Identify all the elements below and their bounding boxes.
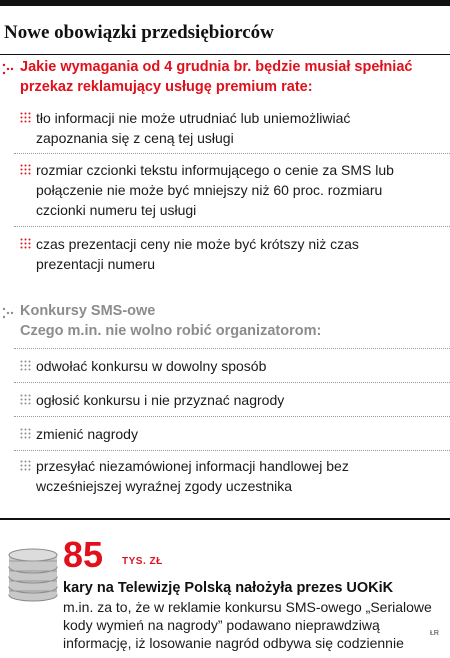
page-title: Nowe obowiązki przedsiębiorców — [4, 22, 274, 43]
dotted-arrow-icon — [2, 63, 14, 75]
list-item-text: przesyłać niezamówionej informacji handlowej bez — [36, 458, 349, 474]
dot-grid-icon — [20, 238, 31, 249]
list-item-text: prezentacji numeru — [36, 256, 156, 272]
dotted-arrow-icon — [2, 307, 14, 319]
list-item-text: ogłosić konkursu i nie przyznać nagrody — [36, 392, 285, 408]
bottom-rule — [0, 518, 450, 520]
stat-value: 85 — [63, 534, 104, 575]
list-item-text: połączenie nie może być mniejszy niż 60 proc. rozmiaru — [36, 182, 383, 198]
stat-headline: kary na Telewizję Polską nałożyła prezes UOKiK — [63, 580, 394, 596]
dot-grid-icon — [20, 394, 31, 405]
section-requirements-subtitle: przekaz reklamujący usługę premium rate: — [20, 79, 313, 95]
coin-stack-icon — [6, 543, 60, 603]
section-contests-title: Konkursy SMS-owe — [20, 303, 156, 319]
dotted-divider — [14, 153, 450, 154]
list-item-text: zmienić nagrody — [36, 426, 138, 442]
stat-body-line: m.in. za to, że w reklamie konkursu SMS-owego „Serialowe — [63, 599, 432, 615]
top-rule — [0, 0, 450, 6]
dotted-divider — [14, 416, 450, 417]
section-contests-subtitle: Czego m.in. nie wolno robić organizatorom: — [20, 323, 322, 339]
list-item-text: tło informacji nie może utrudniać lub uniemożliwiać — [36, 110, 351, 126]
dot-grid-icon — [20, 164, 31, 175]
dotted-divider — [14, 348, 450, 349]
section-requirements-title: Jakie wymagania od 4 grudnia br. będzie musiał spełniać — [20, 59, 413, 75]
list-item-text: odwołać konkursu w dowolny sposób — [36, 358, 267, 374]
dot-grid-icon — [20, 112, 31, 123]
dot-grid-icon — [20, 428, 31, 439]
list-item-text: wcześniejszej wyraźnej zgody uczestnika — [36, 478, 292, 494]
dotted-divider — [14, 450, 450, 451]
list-item-text: czas prezentacji ceny nie może być krótszy niż czas — [36, 236, 359, 252]
author-credit: ŁR — [430, 630, 439, 637]
dot-grid-icon — [20, 460, 31, 471]
stat-body-line: kody wymień na nagrody” podawano nieprawdziwą — [63, 617, 380, 633]
stat-unit: TYS. ZŁ — [122, 556, 163, 567]
list-item-text: czcionki numeru tej usługi — [36, 202, 197, 218]
list-item-text: rozmiar czcionki tekstu informującego o cenie za SMS lub — [36, 162, 394, 178]
dot-grid-icon — [20, 360, 31, 371]
list-item-text: zapoznania się z ceną tej usługi — [36, 130, 234, 146]
dotted-divider — [14, 382, 450, 383]
stat-body-line: informację, iż losowanie nagród odbywa się codziennie — [63, 635, 404, 651]
title-rule — [0, 54, 450, 55]
dotted-divider — [14, 226, 450, 227]
